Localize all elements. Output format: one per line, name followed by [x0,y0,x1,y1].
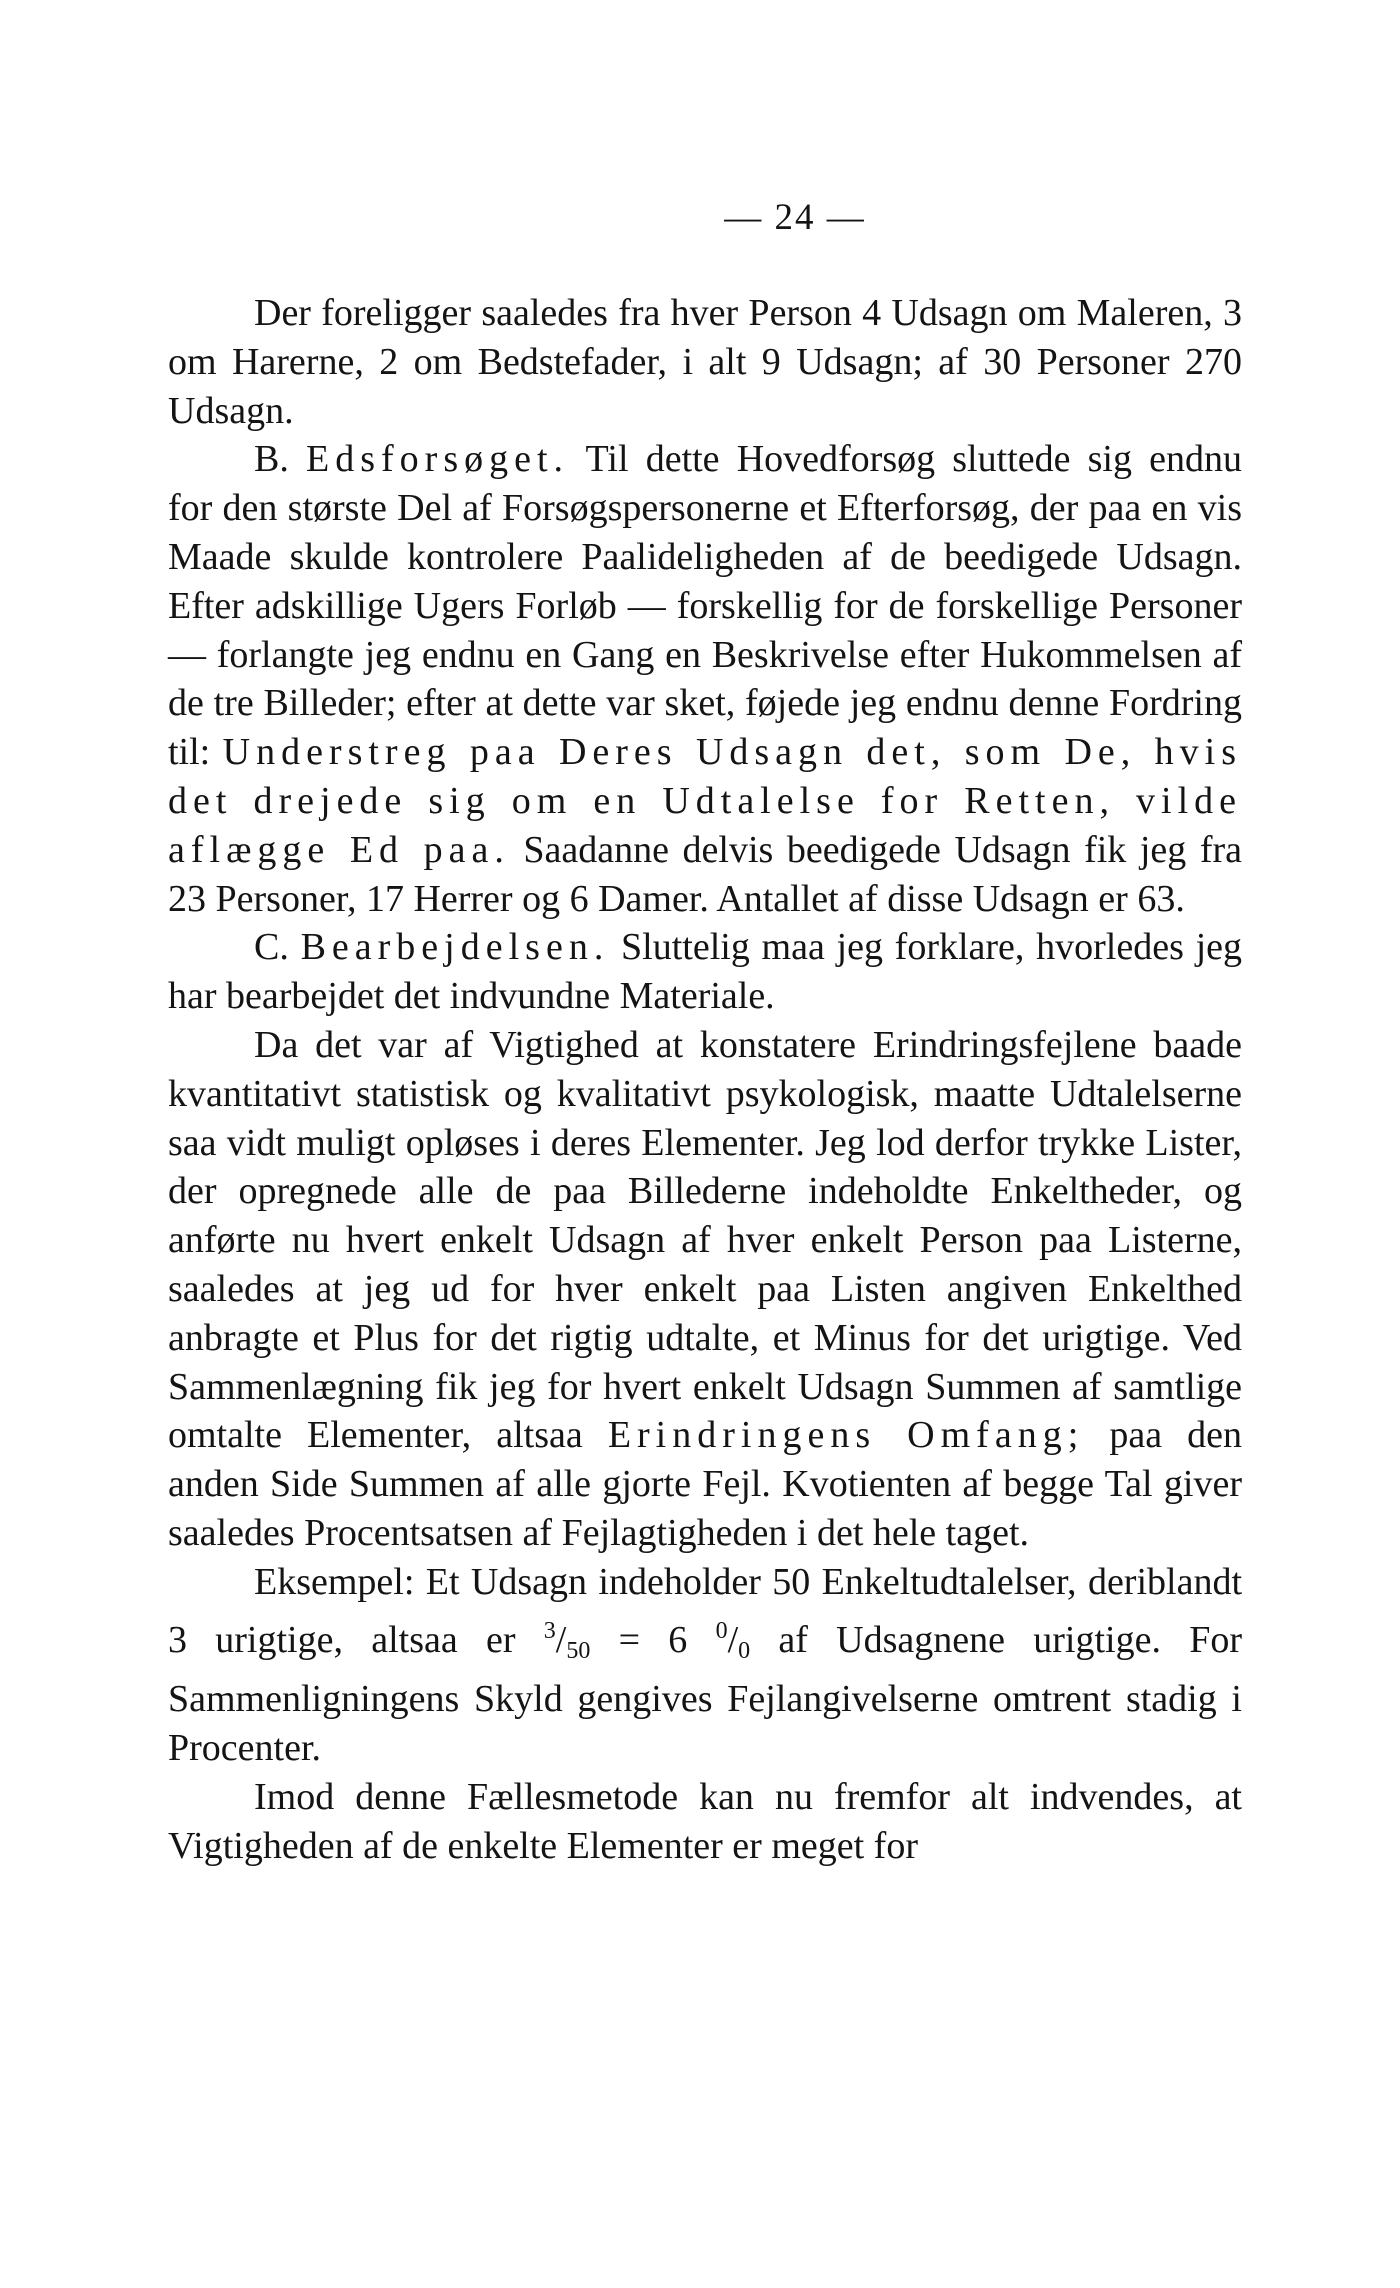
percent-sup: 0 [715,1617,728,1644]
objection-text: Imod denne Fællesmetode kan nu fremfor alt indvendes, at Vigtigheden af de enkelte Elementer er meget for [168,1775,1242,1867]
method-text: Da det var af Vigtighed at konstatere Erindringsfejlene baade kvantitativt statistisk og kvalitativt psykologisk, maatte Udtalelserne saa vidt muligt opløses i deres Elementer. Jeg lod derfor trykke Lister, der opregnede alle de paa Billederne indeholdte Enkeltheder, og anførte nu hvert enkelt Udsagn af hver enkelt Person paa Listerne, saaledes at jeg ud for hver enkelt paa Listen angiven Enkelthed anbragte et Plus for det rigtig udtalte, et Minus for det urigtige. Ved Sammenlægning fik jeg for hvert enkelt Udsagn Summen af samtlige omtalte Elementer, altsaa [168,1023,1242,1457]
term-erindringens-omfang: Erindringens Omfang; [607,1414,1085,1457]
paragraph-bearbejdelsen [168,923,1242,1021]
method-text-continued: paa den anden Side Summen af alle gjorte Fejl. Kvotienten af begge Tal giver saaledes Procentsatsen af Fejlagtigheden i det hele taget. [168,1414,1243,1554]
example-text: Eksempel: Et Udsagn indeholder 50 Enkeltudtalelser, deriblandt 3 urigtige, altsaa er [168,1560,1242,1661]
fraction-denominator: 50 [566,1637,591,1664]
fraction-separator: / [555,1618,567,1661]
edsforsoeget-text: Til dette Hovedforsøg sluttede sig endnu for den største Del af Forsøgspersonerne et Efterforsøg, der paa en vis Maade skulde kontrolere Paalideligheden af de beedigede Udsagn. Efter adskillige Ugers Forløb — forskellig for de forskellige Personer — forlangte jeg endnu en Gang en Beskrivelse efter Hukommelsen af de tre Billeder; efter at dette var sket, føjede jeg endnu denne Fordring til: [168,438,1242,774]
fraction-numerator: 3 [543,1617,556,1644]
page-number: — 24 — [724,197,866,238]
fraction [543,1617,591,1664]
paragraph-objection [168,1773,1242,1871]
summary-text: Der foreligger saaledes fra hver Person 4 Udsagn om Maleren, 3 om Harerne, 2 om Bedstefader, i alt 9 Udsagn; af 30 Personer 270 Udsagn. [168,292,1242,432]
edsforsoeget-result-text: Saadanne delvis beedigede Udsagn fik jeg fra 23 Personer, 17 Herrer og 6 Damer. Antallet af disse Udsagn er 63. [168,828,1243,920]
section-letter-c: C. [254,926,289,969]
example-text-continued: af Udsagnene urigtige. For Sammenligningens Skyld gengives Fejlangivelserne omtrent stadig i Procenter. [168,1618,1243,1770]
paragraph-example [168,1558,1242,1773]
book-page [168,196,1242,1871]
bearbejdelsen-text: Sluttelig maa jeg forklare, hvorledes jeg har bearbejdet det indvundne Materiale. [168,926,1243,1018]
paragraph-summary [168,289,1242,435]
paragraph-edsforsoeget [168,435,1242,923]
percent-sign [715,1617,751,1664]
percent-sub: 0 [738,1637,751,1664]
section-heading-edsforsoeget: Edsforsøget. [306,438,570,481]
section-heading-bearbejdelsen: Bearbejdelsen. [300,926,610,969]
equals-value: = 6 [618,1618,688,1661]
paragraph-method [168,1021,1242,1558]
section-letter-b: B. [254,438,289,481]
percent-separator: / [727,1618,739,1661]
instruction-quote: Understreg paa Deres Udsagn det, som De, hvis det drejede sig om en Udtalelse for Retten, vilde aflægge Ed paa. [168,731,1243,871]
